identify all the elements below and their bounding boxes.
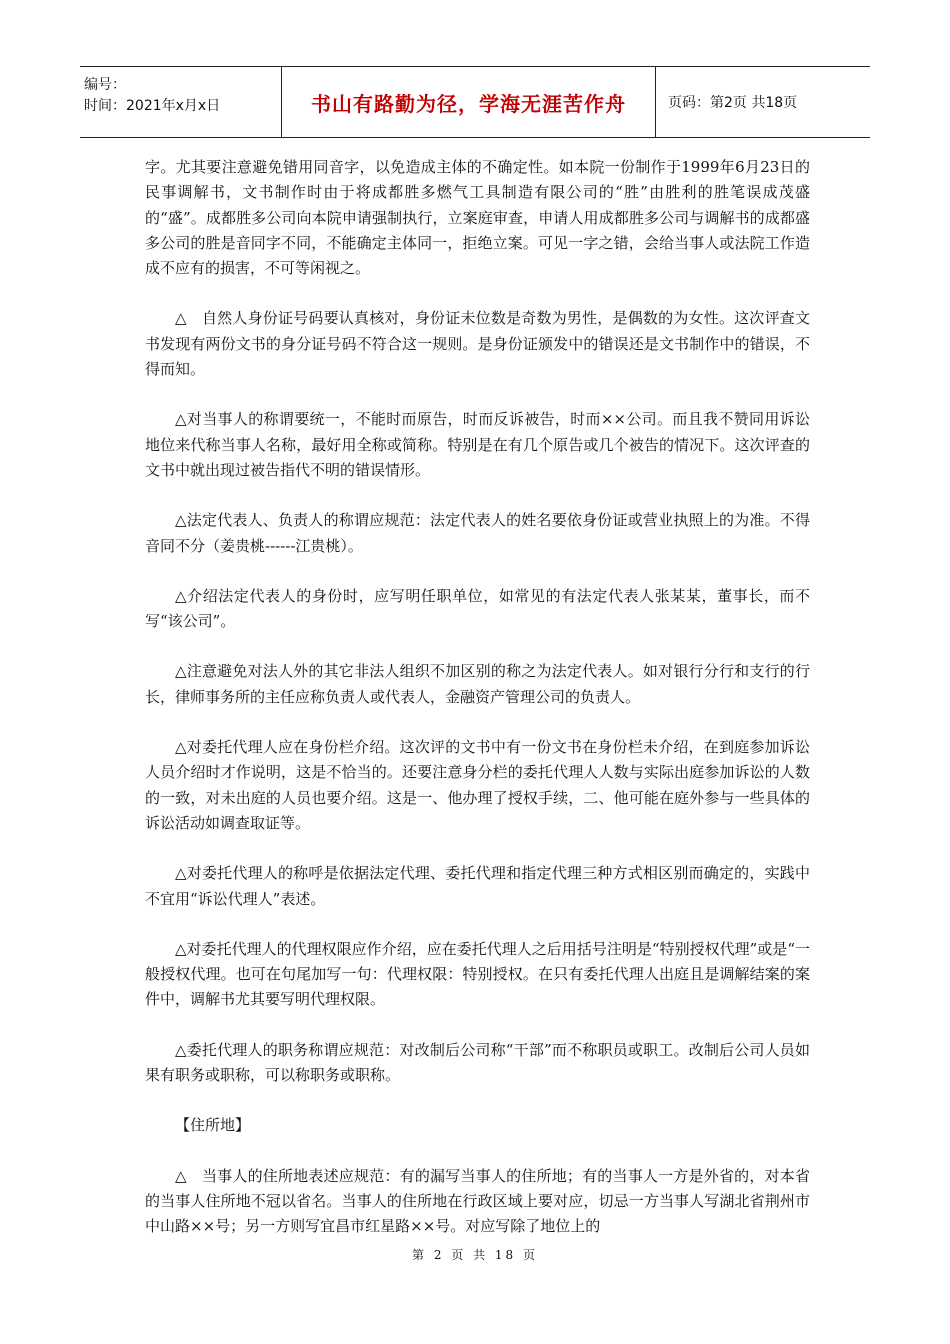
- body-paragraph: △ 自然人身份证号码要认真核对，身份证未位数是奇数为男性，是偶数的为女性。这次评查文书发现有两份文书的身分证号码不符合这一规则。是身份证颁发中的错误还是文书制作中的错误，不得而知。: [145, 309, 810, 379]
- body-paragraph: △介绍法定代表人的身份时，应写明任职单位，如常见的有法定代表人张某某，董事长，而不写“该公司”。: [145, 586, 810, 631]
- header-motto-cell: [282, 67, 656, 137]
- page-footer: 第 2 页 共 18 页: [412, 1248, 538, 1262]
- document-time-label: 时间：2021年x月x日: [84, 98, 221, 114]
- header-motto: 书山有路勤为径，学海无涯苦作舟: [311, 91, 626, 116]
- header-meta: [80, 67, 282, 137]
- body-paragraph: △对当事人的称谓要统一，不能时而原告，时而反诉被告，时而××公司。而且我不赞同用诉讼地位来代称当事人名称，最好用全称或简称。特别是在有几个原告或几个被告的情况下。这次评查的文书中就出现过被告指代不明的错误情形。: [145, 410, 810, 479]
- page-header: [80, 66, 870, 138]
- body-paragraph: △对委托代理人应在身份栏介绍。这次评的文书中有一份文书在身份栏未介绍，在到庭参加诉讼人员介绍时才作说明，这是不恰当的。还要注意身分栏的委托代理人人数与实际出庭参加诉讼的人数的一致，对未出庭的人员也要介绍。这是一、他办理了授权手续，二、他可能在庭外参与一些具体的诉讼活动如调查取证等。: [145, 738, 810, 832]
- body-paragraph: △对委托代理人的称呼是依据法定代理、委托代理和指定代理三种方式相区别而确定的，实践中不宜用“诉讼代理人”表述。: [145, 864, 810, 908]
- body-paragraph: △ 当事人的住所地表述应规范：有的漏写当事人的住所地；有的当事人一方是外省的，对本省的当事人住所地不冠以省名。当事人的住所地在行政区域上要对应，切忌一方当事人写湖北省荆州市中山路××号；另一方则写宜昌市红星路××号。对应写除了地位上的: [145, 1166, 810, 1236]
- body-paragraph: △法定代表人、负责人的称谓应规范：法定代表人的姓名要依身份证或营业执照上的为准。不得音同不分（姜贵桃------江贵桃）。: [145, 511, 810, 555]
- header-page-info: 页码：第2页 共18页: [668, 95, 798, 111]
- body-paragraph: 字。尤其要注意避免错用同音字，以免造成主体的不确定性。如本院一份制作于1999年6月23日的民事调解书，文书制作时由于将成都胜多燃气工具制造有限公司的“胜”由胜利的胜笔误成茂盛的“盛”。成都胜多公司向本院申请强制执行，立案庭审查，申请人用成都胜多公司与调解书的成都盛多公司的胜是音同字不同，不能确定主体同一，拒绝立案。可见一字之错，会给当事人或法院工作造成不应有的损害，不可等闲视之。: [145, 158, 810, 278]
- document-number-label: 编号：: [84, 77, 126, 93]
- body-paragraph: △委托代理人的职务称谓应规范：对改制后公司称“干部”而不称职员或职工。改制后公司人员如果有职务或职称，可以称职务或职称。: [145, 1040, 810, 1085]
- document-body: [145, 155, 810, 1240]
- body-paragraph: △注意避免对法人外的其它非法人组织不加区别的称之为法定代表人。如对银行分行和支行的行长，律师事务所的主任应称负责人或代表人，金融资产管理公司的负责人。: [145, 662, 810, 706]
- body-paragraph: △对委托代理人的代理权限应作介绍，应在委托代理人之后用括号注明是“特别授权代理”或是“一般授权代理。也可在句尾加写一句：代理权限：特别授权。在只有委托代理人出庭且是调解结案的案件中，调解书尤其要写明代理权限。: [145, 939, 810, 1009]
- header-page-info-cell: [656, 67, 870, 137]
- section-heading: 【住所地】: [175, 1116, 251, 1135]
